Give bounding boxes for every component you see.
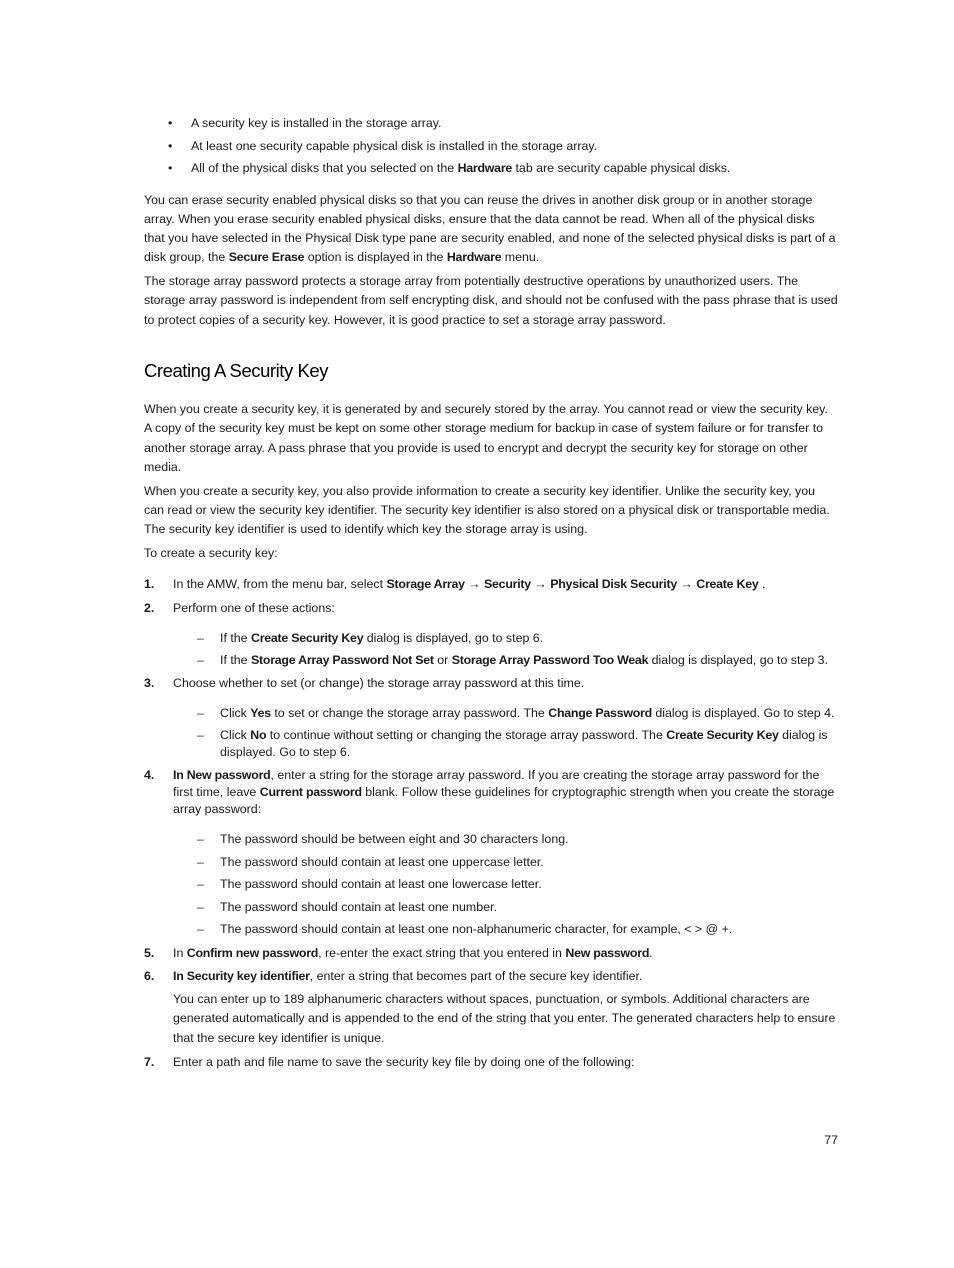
section-heading: Creating A Security Key — [144, 360, 328, 382]
ui-term: Create Security Key — [666, 728, 779, 743]
dash-icon: – — [197, 706, 204, 721]
list-item: – The password should be between eight and 30 characters long. — [197, 832, 569, 847]
ui-term: In New password — [173, 767, 271, 782]
procedure-lead: To create a security key: — [144, 546, 278, 561]
section-paragraphs — [144, 400, 838, 540]
step-text: In New password, enter a string for the storage array password. If you are creating the storage array password for the first time, leave Current password blank. Follow these guidelines for cryptographic strength when you create the storage array password: — [173, 767, 835, 816]
procedure-steps — [144, 575, 838, 1071]
procedure-step — [144, 944, 838, 962]
dash-icon: – — [197, 922, 204, 937]
body-paragraph: The storage array password protects a storage array from potentially destructive operations by unauthorized users. The storage array password is independent from self encrypting disk, and should not be confused with the pass phrase that is used to protect copies of a security key. However, it is good practice to set a storage array password. — [144, 274, 838, 327]
ui-term: Storage Array Password Not Set — [251, 652, 434, 667]
step-number: 2. — [144, 600, 155, 615]
dash-icon: – — [197, 630, 204, 645]
ui-term: Create Key — [696, 577, 759, 592]
list-item: • A security key is installed in the storage array. — [144, 112, 838, 135]
list-item: – The password should contain at least one number. — [197, 899, 497, 914]
procedure-step — [144, 967, 838, 1048]
body-paragraph: When you create a security key, it is generated by and securely stored by the array. You cannot read or view the security key. A copy of the security key must be kept on some other storage medium for backup in case of system failure or for transfer to another storage array. A pass phrase that you provide is used to encrypt and decrypt the security key for storage on other media. — [144, 402, 828, 474]
bullet-icon: • — [168, 116, 173, 130]
procedure-step — [144, 599, 838, 669]
ui-term: Create Security Key — [251, 630, 364, 645]
procedure-step — [144, 575, 838, 593]
ui-term: No — [250, 728, 267, 743]
step-text: In Confirm new password, re-enter the exact string that you entered in New password. — [173, 945, 653, 960]
ui-term: Yes — [250, 706, 271, 721]
list-item: – Click No to continue without setting or changing the storage array password. The Create Security Key dialog is displayed. Go to step 6. — [197, 728, 828, 759]
dash-icon: – — [197, 832, 204, 847]
list-item: – The password should contain at least one non-alphanumeric character, for example, < > @ +. — [197, 922, 733, 937]
step-number: 5. — [144, 945, 155, 960]
sub-action-list — [173, 831, 838, 938]
dash-icon: – — [197, 728, 204, 743]
list-item: • All of the physical disks that you selected on the Hardware tab are security capable physical disks. — [144, 157, 838, 180]
step-text: In Security key identifier, enter a string that becomes part of the secure key identifier. — [173, 968, 643, 983]
list-item: – If the Create Security Key dialog is displayed, go to step 6. — [197, 630, 544, 645]
bullet-icon: • — [168, 161, 173, 175]
step-text: Choose whether to set (or change) the storage array password at this time. — [173, 675, 585, 690]
list-item: – Click Yes to set or change the storage array password. The Change Password dialog is displayed. Go to step 4. — [197, 706, 835, 721]
list-item: – The password should contain at least one uppercase letter. — [197, 854, 544, 869]
step-detail: You can enter up to 189 alphanumeric characters without spaces, punctuation, or symbols. Additional characters are generated automatically and is appended to the end of the string that you enter. The generated characters help to ensure that the secure key identifier is unique. — [173, 992, 836, 1045]
list-item: – The password should contain at least one lowercase letter. — [197, 877, 542, 892]
list-item: – If the Storage Array Password Not Set or Storage Array Password Too Weak dialog is displayed, go to step 3. — [197, 652, 828, 667]
step-number: 3. — [144, 675, 155, 690]
step-number: 4. — [144, 767, 155, 782]
ui-term: Storage Array Password Too Weak — [451, 652, 649, 667]
page-number: 77 — [824, 1133, 838, 1147]
step-number: 6. — [144, 968, 155, 983]
intro-paragraphs — [144, 191, 838, 331]
ui-term: In Security key identifier — [173, 968, 310, 983]
step-text: Perform one of these actions: — [173, 600, 335, 615]
ui-term: Change Password — [548, 706, 652, 721]
ui-term: Confirm new password — [186, 945, 319, 960]
step-number: 7. — [144, 1054, 155, 1069]
procedure-step — [144, 766, 838, 938]
body-paragraph: You can erase security enabled physical disks so that you can reuse the drives in another disk group or in another storage array. When you erase security enabled physical disks, ensure that the data cannot be read. When all of the physical disks that you have selected in the Physical Disk type pane are security enabled, and none of the selected physical disks is part of a disk group, the Secure Erase option is displayed in the Hardware menu. — [144, 192, 836, 265]
document-body — [144, 112, 838, 1076]
body-paragraph: When you create a security key, you also provide information to create a security key identifier. Unlike the security key, you can read or view the security key identifier. The security key identifier is also stored on a physical disk or transportable media. The security key identifier is used to identify which key the storage array is using. — [144, 483, 830, 537]
step-text: Enter a path and file name to save the security key file by doing one of the following: — [173, 1054, 635, 1069]
ui-term: Physical Disk Security — [550, 577, 677, 592]
requirements-list — [144, 112, 838, 180]
ui-term: Hardware — [457, 161, 513, 175]
procedure-step — [144, 1053, 838, 1071]
step-text: In the AMW, from the menu bar, select Storage Array → Security → Physical Disk Security → Create Key . — [173, 577, 766, 592]
ui-term: Storage Array — [386, 577, 465, 592]
ui-term: Secure Erase — [228, 250, 305, 265]
dash-icon: – — [197, 854, 204, 869]
dash-icon: – — [197, 652, 204, 667]
ui-term: Hardware — [446, 250, 502, 265]
sub-action-list — [173, 705, 838, 760]
ui-term: New password — [565, 945, 650, 960]
sub-action-list — [173, 630, 838, 669]
bullet-icon: • — [168, 138, 173, 153]
step-number: 1. — [144, 577, 155, 592]
list-item: • At least one security capable physical disk is installed in the storage array. — [144, 135, 838, 158]
dash-icon: – — [197, 877, 204, 892]
dash-icon: – — [197, 899, 204, 914]
ui-term: Security — [484, 577, 531, 592]
procedure-step — [144, 674, 838, 760]
ui-term: Current password — [259, 784, 362, 799]
